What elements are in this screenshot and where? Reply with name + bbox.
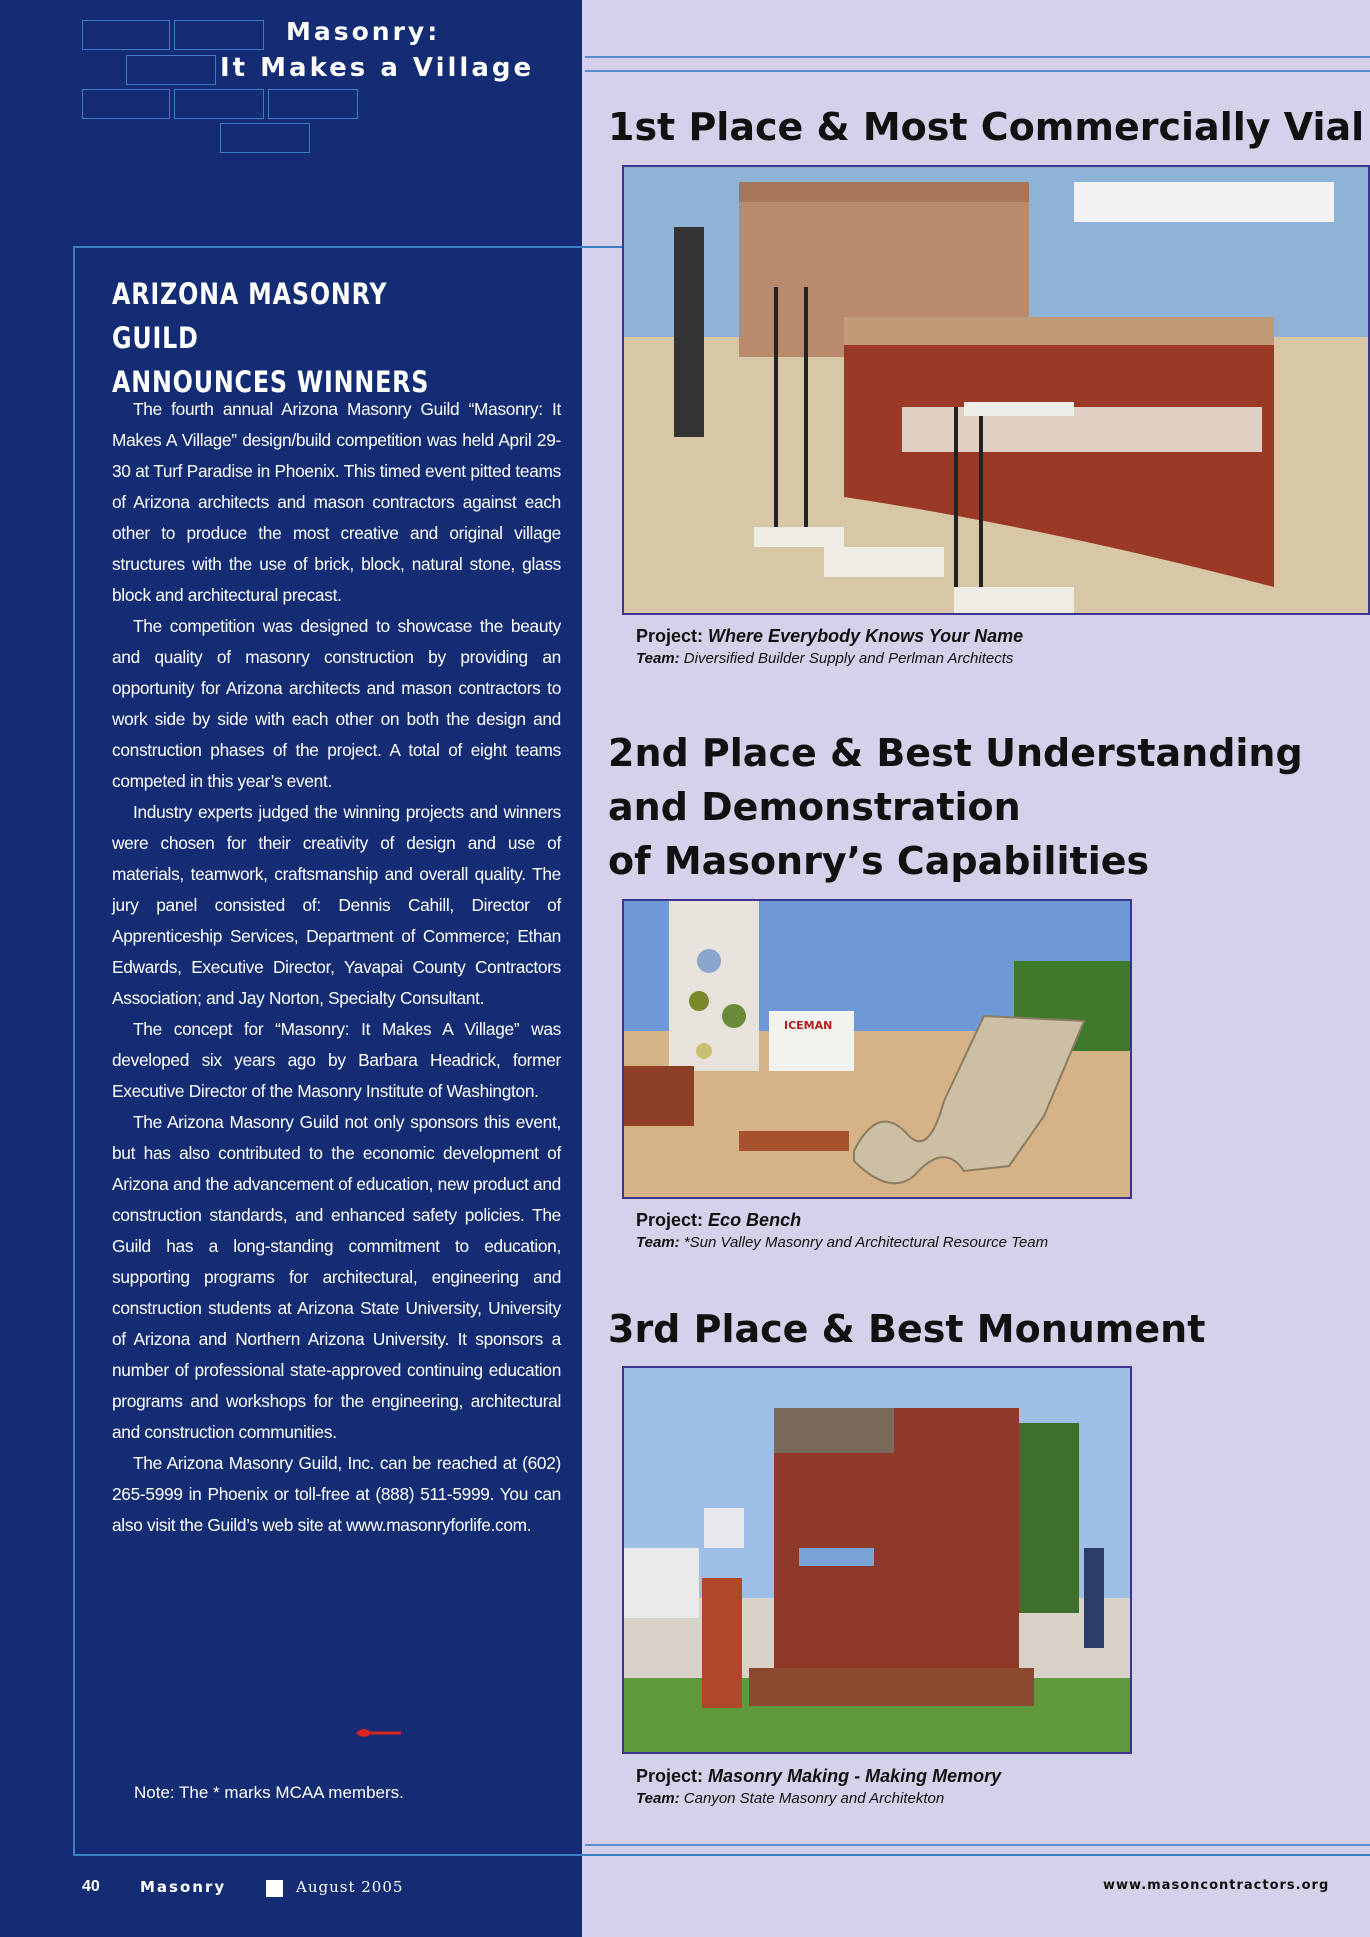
section-banner (220, 14, 550, 86)
award-photo-3 (622, 1366, 1132, 1754)
award-title-line: 1st Place & Most Commercially Vial (608, 105, 1365, 149)
award-caption-1 (636, 626, 1023, 667)
headline-line-1: ARIZONA MASONRY GUILD (112, 277, 388, 355)
bottom-rule (585, 1844, 1370, 1846)
paragraph: The Arizona Masonry Guild, Inc. can be reached at (602) 265-5999 in Phoenix or toll-free at (888) 511-5999. You can also visit the Guild’s web site at www.masonryforlife.com. (112, 1453, 561, 1535)
team-name: Canyon State Masonry and Architekton (683, 1790, 945, 1807)
members-note: Note: The * marks MCAA members. (134, 1783, 404, 1802)
footer-square-icon (266, 1880, 283, 1897)
team-label: Team: (636, 1790, 680, 1807)
project-name: Masonry Making - Making Memory (708, 1766, 1002, 1786)
award-title-2 (608, 726, 1303, 888)
paragraph: The Arizona Masonry Guild not only sponsors this event, but has also contributed to the economic development of Arizona and the advancement of education, new product and construction standards, and enhanced safety policies. The Guild has a long-standing commitment to education, supporting programs for architectural, engineering and construction students at Arizona State University, University of Arizona and Northern Arizona University. It sponsors a number of professional state-approved continuing education programs and workshops for the engineering, architectural and construction communities. (112, 1112, 561, 1442)
article-headline (112, 272, 473, 404)
award-title-line: 2nd Place & Best Understanding (608, 731, 1303, 775)
banner-line-2: It Makes a Village (220, 53, 535, 83)
award-title-line: 3rd Place & Best Monument (608, 1307, 1206, 1351)
footer-magazine: Masonry (140, 1878, 227, 1896)
project-label: Project: (636, 1766, 704, 1786)
award-title-1 (608, 100, 1364, 154)
award-photo-2 (622, 899, 1132, 1199)
project-label: Project: (636, 1210, 704, 1230)
headline-line-2: ANNOUNCES WINNERS (112, 365, 430, 399)
award-title-line: and Demonstration (608, 785, 1021, 829)
paragraph: Industry experts judged the winning projects and winners were chosen for their creativity of design and use of materials, teamwork, craftsmanship and overall quality. The jury panel consisted of: Dennis Cahill, Director of Apprenticeship Services, Department of Commerce; Ethan Edwards, Executive Director, Yavapai County Contractors Association; and Jay Norton, Specialty Consultant. (112, 802, 561, 1008)
team-label: Team: (636, 1234, 680, 1251)
team-label: Team: (636, 650, 680, 667)
award-title-line: of Masonry’s Capabilities (608, 839, 1150, 883)
red-arrow-icon (354, 1724, 404, 1742)
project-label: Project: (636, 626, 704, 646)
paragraph: The competition was designed to showcase the beauty and quality of masonry construction by providing an opportunity for Arizona architects and mason contractors to work side by side with each other on both the design and construction phases of the project. A total of eight teams competed in this year’s event. (112, 616, 561, 791)
award-title-3 (608, 1302, 1205, 1356)
paragraph: The concept for “Masonry: It Makes A Village” was developed six years ago by Barbara Headrick, former Executive Director of the Masonry Institute of Washington. (112, 1019, 561, 1101)
top-rule-2 (585, 70, 1370, 72)
banner-line-1: Masonry: (286, 17, 441, 46)
project-name: Where Everybody Knows Your Name (708, 626, 1024, 646)
footer-date: August 2005 (296, 1878, 404, 1896)
photo-sign-text: ICEMAN (784, 1019, 833, 1032)
article-body (112, 394, 561, 1541)
award-caption-2 (636, 1210, 1048, 1251)
paragraph: The fourth annual Arizona Masonry Guild “Masonry: It Makes A Village” design/build competition was held April 29-30 at Turf Paradise in Phoenix. This timed event pitted teams of Arizona architects and mason contractors against each other to produce the most creative and original village structures with the use of brick, block, natural stone, glass block and architectural precast. (112, 399, 561, 605)
top-rule (585, 56, 1370, 58)
award-caption-3 (636, 1766, 1001, 1807)
team-name: Diversified Builder Supply and Perlman Architects (683, 650, 1014, 667)
page-number: 40 (82, 1878, 100, 1895)
footer-website[interactable]: www.masoncontractors.org (1103, 1878, 1330, 1893)
award-photo-1 (622, 165, 1370, 615)
project-name: Eco Bench (708, 1210, 802, 1230)
team-name: *Sun Valley Masonry and Architectural Resource Team (683, 1234, 1049, 1251)
